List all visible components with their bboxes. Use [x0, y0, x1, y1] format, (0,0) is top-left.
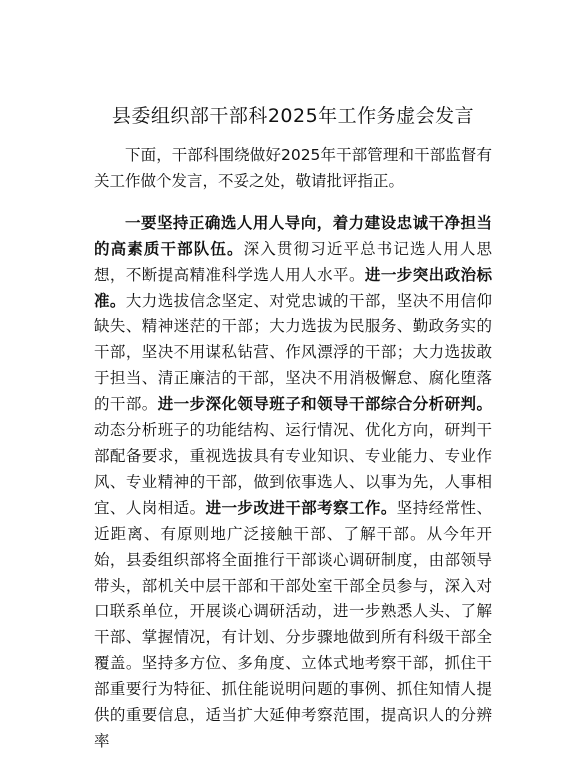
bold-text-run: 进一步深化领导班子和领导干部综合分析研判。	[157, 395, 492, 414]
paragraph-section-one	[94, 211, 492, 755]
text-run: 深入贯彻习近平总书记选人用人思想，不断提高精准科学选人用人水平。	[94, 239, 492, 284]
text-run: 下面，干部科围绕做好2025年干部管理和干部监督有关工作做个发言，不妥之处，敬请批评指正。	[94, 146, 492, 190]
text-run: 大力选拔信念坚定、对党忠诚的干部，坚决不用信仰缺失、精神迷茫的干部；大力选拔为民服务、勤政务实的干部，坚决不用谋私钻营、作风漂浮的干部；大力选拔敢于担当、清正廉洁的干部，坚决不用消极懈怠、腐化堕落的干部。	[94, 291, 492, 414]
bold-text-run: 进一步突出政治标准。	[94, 265, 492, 310]
paragraph-intro	[94, 143, 492, 195]
document-title: 县委组织部干部科2025年工作务虚会发言	[111, 105, 475, 127]
text-run: 动态分析班子的功能结构、运行情况、优化方向，研判干部配备要求，重视选拔具有专业知识、专业能力、专业作风、专业精神的干部，做到依事选人、以事为先，人事相宜、人岗相适。	[94, 421, 492, 517]
bold-text-run: 一要坚持正确选人用人导向，着力建设忠诚干净担当的高素质干部队伍。	[94, 213, 492, 258]
bold-text-run: 进一步改进干部考察工作。	[205, 498, 397, 517]
text-run: 坚持经常性、近距离、有原则地广泛接触干部、了解干部。从今年开始，县委组织部将全面推行干部谈心调研制度，由部领导带头，部机关中层干部和干部处室干部全员参与，深入对口联系单位，开展谈心调研活动，进一步熟悉人头、了解干部、掌握情况，有计划、分步骤地做到所有科级干部全覆盖。坚持多方位、多角度、立体式地考察干部，抓住干部重要行为特征、抓住能说明问题的事例、抓住知情人提供的重要信息，适当扩大延伸考察范围，提高识人的分辨率	[94, 498, 492, 750]
